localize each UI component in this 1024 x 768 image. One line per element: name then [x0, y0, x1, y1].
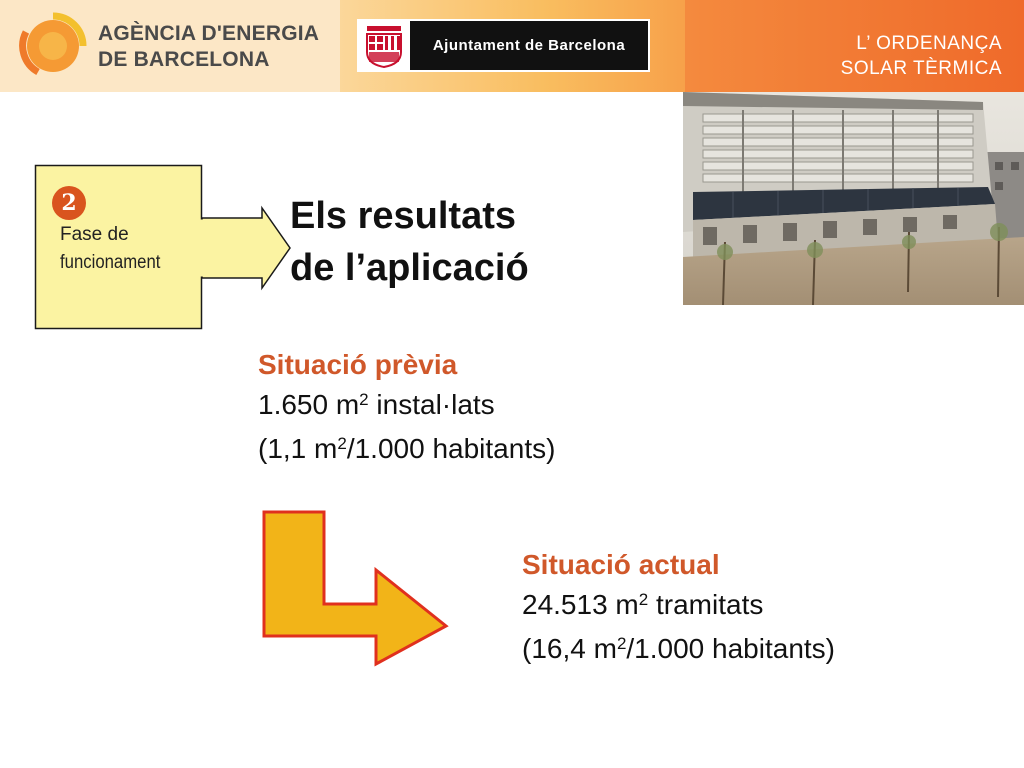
previous-situation-block — [258, 345, 555, 473]
previous-ratio: (1,1 $m^2/1.000$ habitants) — [258, 433, 556, 464]
current-ratio: (16,4 $m^2/1.000$ habitants) — [522, 633, 835, 664]
previous-heading: Situació prèvia — [258, 349, 458, 380]
section-title-line1: Els resultats — [290, 195, 516, 237]
city-name-label: Ajuntament de Barcelona — [410, 21, 648, 70]
phase-label-line2: funcionament — [60, 252, 161, 273]
current-heading: Situació actual — [522, 549, 720, 580]
section-title-line2: de l’aplicació — [290, 247, 529, 289]
section-title — [290, 190, 529, 294]
presentation-title-line2: SOLAR TÈRMICA — [840, 58, 1002, 79]
agency-name-line1: AGÈNCIA D'ENERGIA — [98, 22, 320, 45]
current-amount: 24.513 $m^2$ tramitats — [522, 589, 764, 620]
agency-sun-logo-icon — [18, 12, 88, 80]
phase-number-badge: 2 — [52, 186, 86, 220]
agency-name-line2: DE BARCELONA — [98, 48, 270, 71]
city-shield-icon — [361, 22, 407, 69]
phase-label-line1: Fase de — [60, 224, 129, 245]
previous-amount: 1.650 $m^2$ instal·lats — [258, 389, 495, 420]
current-situation-block — [522, 545, 835, 673]
transition-arrow-icon — [258, 508, 454, 670]
building-photo — [683, 92, 1024, 305]
presentation-title-line1: L’ ORDENANÇA — [856, 33, 1002, 54]
